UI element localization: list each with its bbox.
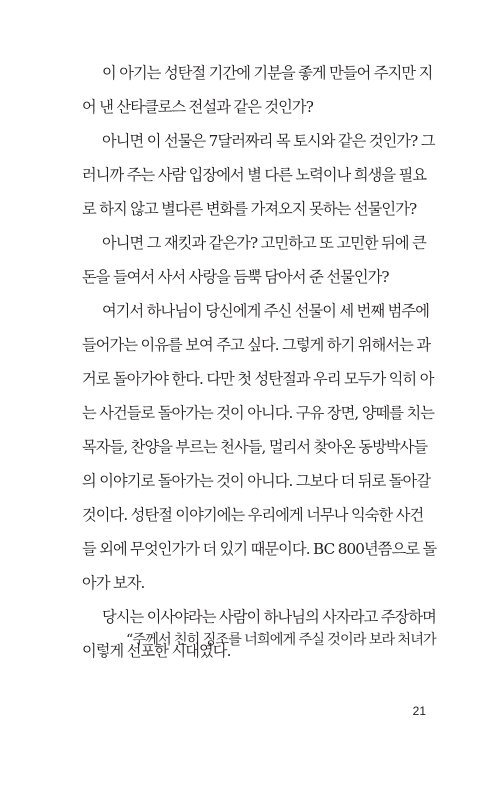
text-line: 이렇게 선포한 시대였다. (82, 642, 231, 660)
text-line: 아니면 그 재킷과 같은가? 고민하고 또 고민한 뒤에 큰 (102, 234, 426, 252)
text-line: 들 외에 무엇인가가 더 있기 때문이다. BC 800년쯤으로 돌 (82, 540, 437, 558)
paragraph-3 (82, 226, 426, 294)
text-line: 로 하지 않고 별다른 변화를 가져오지 못하는 선물인가? (82, 200, 417, 218)
text-line: 여기서 하나님이 당신에게 주신 선물이 세 번째 범주에 (102, 302, 429, 320)
text-line: 목자들, 찬양을 부르는 천사들, 멀리서 찾아온 동방박사들 (82, 438, 428, 456)
paragraph-1 (82, 56, 433, 124)
paragraph-2 (82, 124, 435, 226)
page-number: 21 (412, 704, 426, 718)
text-line: 이 아기는 성탄절 기간에 기분을 좋게 만들어 주지만 지 (102, 64, 433, 82)
text-line: 아니면 이 선물은 7달러짜리 목 토시와 같은 것인가? 그 (102, 132, 435, 150)
text-line: 들어가는 이유를 보여 주고 싶다. 그렇게 하기 위해서는 과 (82, 336, 431, 354)
body-text (82, 56, 437, 668)
scripture-quote: “주께서 친히 징조를 너희에게 주실 것이라 보라 처녀가 (126, 632, 436, 648)
paragraph-4 (82, 294, 437, 600)
text-line: 의 이야기로 돌아가는 것이 아니다. 그보다 더 뒤로 돌아갈 (82, 472, 431, 490)
text-line: 러니까 주는 사람 입장에서 별 다른 노력이나 희생을 필요 (82, 166, 427, 184)
text-line: 아가 보자. (82, 574, 145, 592)
text-line: 거로 돌아가야 한다. 다만 첫 성탄절과 우리 모두가 익히 아 (82, 370, 434, 388)
text-line: 돈을 들여서 사서 사랑을 듬뿍 담아서 준 선물인가? (82, 268, 389, 286)
text-line: 는 사건들로 돌아가는 것이 아니다. 구유 장면, 양떼를 치는 (82, 404, 435, 422)
text-line: 어 낸 산타클로스 전설과 같은 것인가? (82, 98, 313, 116)
text-line: 당시는 이사야라는 사람이 하나님의 사자라고 주장하며 (102, 608, 436, 626)
text-line: 것이다. 성탄절 이야기에는 우리에게 너무나 익숙한 사건 (82, 506, 424, 524)
